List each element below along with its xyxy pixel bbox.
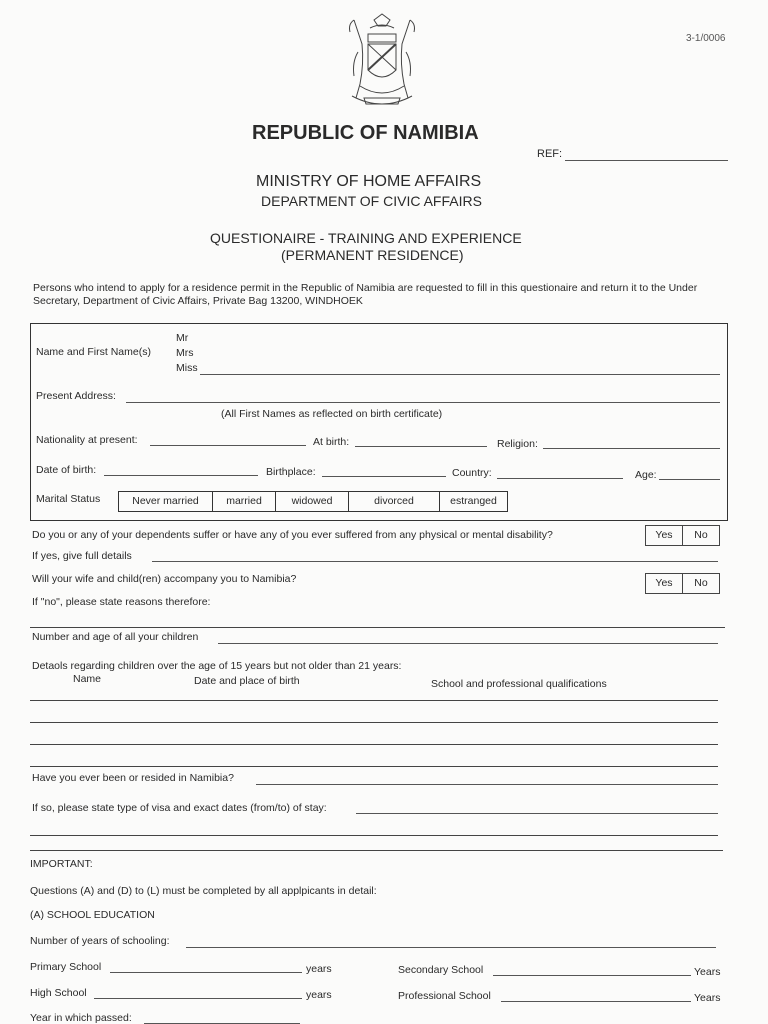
high-school-label: High School bbox=[30, 987, 87, 999]
accompany-yes[interactable]: Yes bbox=[646, 574, 683, 593]
visa-field[interactable] bbox=[356, 813, 718, 814]
marital-option-widowed[interactable]: widowed bbox=[276, 492, 349, 511]
children-label: Number and age of all your children bbox=[32, 631, 199, 643]
address-label: Present Address: bbox=[36, 390, 116, 402]
secondary-school-label: Secondary School bbox=[398, 964, 484, 976]
year-passed-label: Year in which passed: bbox=[30, 1012, 132, 1024]
children-field[interactable] bbox=[218, 643, 718, 644]
title-miss: Miss bbox=[176, 362, 198, 374]
section-a-title: (A) SCHOOL EDUCATION bbox=[30, 909, 155, 921]
title-mrs: Mrs bbox=[176, 347, 194, 359]
children-row-1[interactable] bbox=[30, 700, 718, 701]
details-field[interactable] bbox=[152, 561, 718, 562]
details-label: If yes, give full details bbox=[32, 550, 132, 562]
reasons-field[interactable] bbox=[30, 627, 725, 628]
marital-option-estranged[interactable]: estranged bbox=[450, 495, 497, 507]
religion-field[interactable] bbox=[543, 448, 720, 449]
marital-option-married[interactable]: married bbox=[213, 492, 276, 511]
disability-no[interactable]: No bbox=[694, 529, 708, 541]
at-birth-label: At birth: bbox=[313, 436, 350, 448]
country-field[interactable] bbox=[497, 478, 623, 479]
important-note: Questions (A) and (D) to (L) must be completed by all applpicants in detail: bbox=[30, 885, 377, 897]
secondary-years-label: Years bbox=[694, 966, 721, 978]
years-schooling-field[interactable] bbox=[186, 947, 716, 948]
professional-years-label: Years bbox=[694, 992, 721, 1004]
professional-school-field[interactable] bbox=[501, 1001, 691, 1002]
disability-question: Do you or any of your dependents suffer or have any of you ever suffered from any physical or mental disability? bbox=[32, 529, 553, 541]
religion-label: Religion: bbox=[497, 438, 538, 450]
secondary-school-field[interactable] bbox=[493, 975, 691, 976]
marital-label: Marital Status bbox=[36, 493, 101, 505]
disability-yes[interactable]: Yes bbox=[646, 526, 683, 545]
primary-school-field[interactable] bbox=[110, 972, 302, 973]
ref-label: REF: bbox=[537, 148, 563, 160]
years-schooling-label: Number of years of schooling: bbox=[30, 935, 170, 947]
nationality-field[interactable] bbox=[150, 445, 306, 446]
section-divider bbox=[30, 850, 723, 851]
republic-title: REPUBLIC OF NAMIBIA bbox=[252, 122, 479, 144]
coat-of-arms-icon bbox=[340, 12, 424, 116]
col-name: Name bbox=[73, 673, 102, 685]
dob-field[interactable] bbox=[104, 475, 258, 476]
children-row-3[interactable] bbox=[30, 744, 718, 745]
disability-yes-no bbox=[645, 525, 720, 546]
form-number: 3-1/0006 bbox=[686, 33, 726, 44]
name-field[interactable] bbox=[200, 374, 720, 375]
birthplace-field[interactable] bbox=[322, 476, 446, 477]
accompany-yes-no bbox=[645, 573, 720, 594]
resided-question: Have you ever been or resided in Namibia? bbox=[32, 772, 234, 784]
resided-field[interactable] bbox=[256, 784, 718, 785]
children-row-2[interactable] bbox=[30, 722, 718, 723]
high-school-field[interactable] bbox=[94, 998, 302, 999]
high-years-label: years bbox=[306, 989, 332, 1001]
birthplace-label: Birthplace: bbox=[266, 466, 316, 478]
residence-subtitle: (PERMANENT RESIDENCE) bbox=[281, 247, 464, 263]
children-details-label: Detaols regarding children over the age of 15 years but not older than 21 years: bbox=[32, 660, 402, 672]
age-label: Age: bbox=[635, 469, 657, 481]
col-birth: Date and place of birth bbox=[194, 675, 300, 687]
marital-option-divorced[interactable]: divorced bbox=[349, 492, 440, 511]
nationality-label: Nationality at present: bbox=[36, 434, 138, 446]
primary-school-label: Primary School bbox=[30, 961, 102, 973]
important-label: IMPORTANT: bbox=[30, 858, 93, 870]
primary-years-label: years bbox=[306, 963, 332, 975]
department-title: DEPARTMENT OF CIVIC AFFAIRS bbox=[261, 193, 482, 209]
accompany-no[interactable]: No bbox=[694, 577, 708, 589]
age-field[interactable] bbox=[659, 479, 720, 480]
country-label: Country: bbox=[452, 467, 492, 479]
dob-label: Date of birth: bbox=[36, 464, 97, 476]
at-birth-field[interactable] bbox=[355, 446, 487, 447]
col-school: School and professional qualifications bbox=[431, 678, 607, 690]
title-mr: Mr bbox=[176, 332, 189, 344]
reasons-label: If "no", please state reasons therefore: bbox=[32, 596, 211, 608]
children-row-4[interactable] bbox=[30, 766, 718, 767]
professional-school-label: Professional School bbox=[398, 990, 491, 1002]
first-names-note: (All First Names as reflected on birth certificate) bbox=[221, 408, 443, 420]
name-label: Name and First Name(s) bbox=[36, 346, 151, 358]
ministry-title: MINISTRY OF HOME AFFAIRS bbox=[256, 173, 482, 190]
marital-option-never[interactable]: Never married bbox=[119, 492, 213, 511]
marital-status-options bbox=[118, 491, 508, 512]
address-field[interactable] bbox=[126, 402, 720, 403]
ref-field[interactable] bbox=[565, 160, 728, 161]
intro-text: Persons who intend to apply for a residence permit in the Republic of Namibia are requested to fill in this questionaire and return it to the Under Secretary, Department of Civic Affairs, Private Bag 13200, WINDHOEK bbox=[33, 282, 698, 307]
visa-row-2[interactable] bbox=[30, 835, 718, 836]
questionnaire-title: QUESTIONAIRE - TRAINING AND EXPERIENCE bbox=[210, 230, 522, 246]
accompany-question: Will your wife and child(ren) accompany you to Namibia? bbox=[32, 573, 297, 585]
visa-question: If so, please state type of visa and exact dates (from/to) of stay: bbox=[32, 802, 327, 814]
